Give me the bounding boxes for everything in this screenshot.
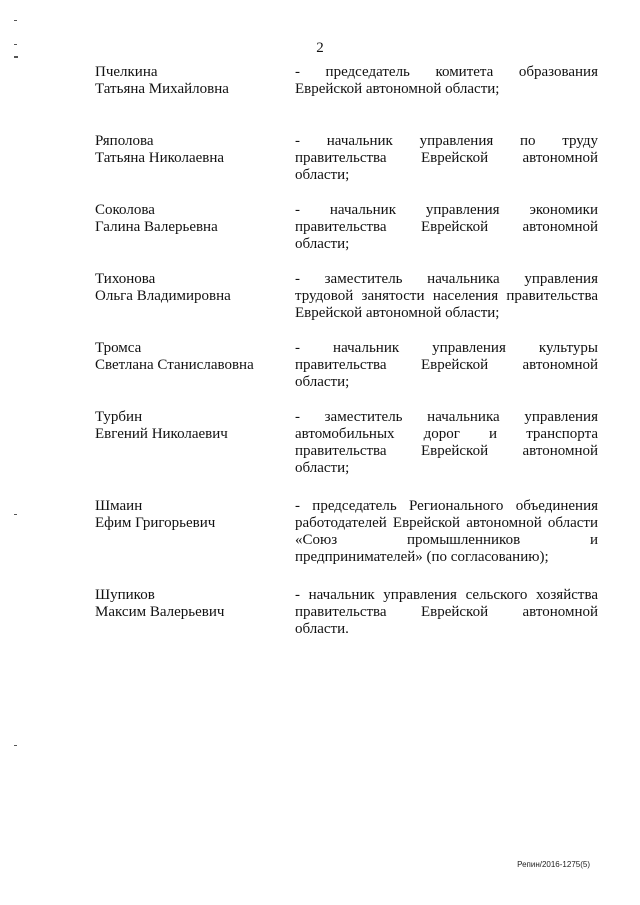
- member-name: [95, 271, 295, 305]
- role-line: - председатель Регионального объединения: [295, 498, 598, 514]
- role-line: автомобильных дорог и транспорта: [295, 426, 598, 442]
- role-line: Еврейской автономной области;: [295, 305, 500, 321]
- member-surname: Шупиков: [95, 587, 155, 603]
- member-role: [295, 133, 598, 184]
- role-line: правительства Еврейской автономной: [295, 443, 598, 459]
- member-entry: [95, 133, 598, 197]
- page-number: 2: [316, 40, 324, 56]
- role-line: работодателей Еврейской автономной области: [295, 515, 598, 531]
- member-given-names: Ефим Григорьевич: [95, 515, 216, 531]
- member-entry: [95, 64, 598, 128]
- role-line: области;: [295, 236, 350, 252]
- role-line: «Союз промышленников и: [295, 532, 598, 548]
- role-line: Еврейской автономной области;: [295, 81, 500, 97]
- role-line: - заместитель начальника управления: [295, 271, 598, 287]
- role-line: правительства Еврейской автономной: [295, 219, 598, 235]
- member-given-names: Евгений Николаевич: [95, 426, 228, 442]
- member-given-names: Максим Валерьевич: [95, 604, 225, 620]
- margin-mark: [14, 514, 17, 515]
- margin-mark: [14, 20, 17, 21]
- member-name: [95, 340, 295, 374]
- member-list: [95, 64, 598, 656]
- member-entry: [95, 271, 598, 335]
- member-name: [95, 498, 295, 532]
- member-surname: Ряполова: [95, 133, 154, 149]
- margin-mark: [14, 56, 18, 58]
- member-role: [295, 409, 598, 477]
- margin-mark: [14, 745, 17, 746]
- document-code: Репин/2016-1275(5): [517, 860, 590, 869]
- member-given-names: Ольга Владимировна: [95, 288, 231, 304]
- member-name: [95, 133, 295, 167]
- role-line: области;: [295, 167, 350, 183]
- member-given-names: Галина Валерьевна: [95, 219, 218, 235]
- role-line: предпринимателей» (по согласованию);: [295, 549, 549, 565]
- member-role: [295, 498, 598, 566]
- member-given-names: Татьяна Николаевна: [95, 150, 225, 166]
- role-line: - начальник управления экономики: [295, 202, 598, 218]
- member-surname: Пчелкина: [95, 64, 158, 80]
- member-role: [295, 271, 598, 322]
- member-role: [295, 340, 598, 391]
- member-entry: [95, 498, 598, 582]
- member-role: [295, 202, 598, 253]
- member-name: [95, 202, 295, 236]
- member-name: [95, 587, 295, 621]
- role-line: правительства Еврейской автономной: [295, 357, 598, 373]
- member-entry: [95, 587, 598, 651]
- member-entry: [95, 409, 598, 493]
- role-line: правительства Еврейской автономной: [295, 150, 598, 166]
- member-surname: Соколова: [95, 202, 155, 218]
- member-entry: [95, 202, 598, 266]
- member-given-names: Татьяна Михайловна: [95, 81, 229, 97]
- member-surname: Шмаин: [95, 498, 143, 514]
- member-role: [295, 64, 598, 98]
- member-entry: [95, 340, 598, 404]
- member-role: [295, 587, 598, 638]
- role-line: - начальник управления сельского хозяйства: [295, 587, 598, 603]
- role-line: правительства Еврейской автономной: [295, 604, 598, 620]
- margin-mark: [14, 44, 17, 45]
- role-line: области.: [295, 621, 349, 637]
- member-surname: Тихонова: [95, 271, 156, 287]
- member-surname: Турбин: [95, 409, 143, 425]
- role-line: трудовой занятости населения правительства: [295, 288, 598, 304]
- member-given-names: Светлана Станиславовна: [95, 357, 254, 373]
- role-line: области;: [295, 374, 350, 390]
- role-line: - председатель комитета образования: [295, 64, 598, 80]
- member-name: [95, 64, 295, 98]
- role-line: - начальник управления культуры: [295, 340, 598, 356]
- member-name: [95, 409, 295, 443]
- role-line: области;: [295, 460, 350, 476]
- role-line: - начальник управления по труду: [295, 133, 598, 149]
- role-line: - заместитель начальника управления: [295, 409, 598, 425]
- member-surname: Тромса: [95, 340, 142, 356]
